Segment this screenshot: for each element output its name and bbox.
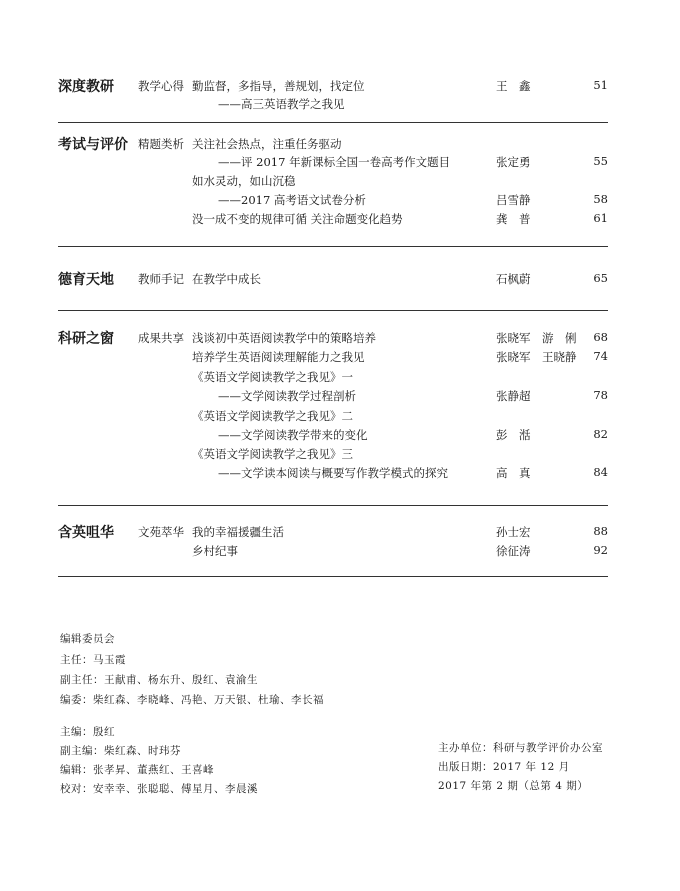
article-title[interactable]: 我的幸福援疆生活 bbox=[192, 525, 284, 539]
article-title[interactable]: 勤监督，多指导，善规划，找定位 bbox=[192, 79, 365, 93]
article-title[interactable]: 没一成不变的规律可循 关注命题变化趋势 bbox=[192, 212, 403, 226]
publication-date: 出版日期：2017 年 12 月 bbox=[438, 761, 570, 773]
article-subtitle[interactable]: ——评 2017 年新课标全国一卷高考作文题目 bbox=[218, 155, 451, 169]
article-author: 张晓军 王晓静 bbox=[496, 350, 577, 364]
section-divider bbox=[58, 122, 608, 123]
article-subtitle[interactable]: ——高三英语教学之我见 bbox=[218, 97, 345, 111]
section-divider bbox=[58, 505, 608, 506]
article-author: 石枫蔚 bbox=[496, 272, 531, 286]
chief-editor: 主编：殷红 bbox=[60, 726, 115, 738]
section-title: 含英咀华 bbox=[58, 525, 114, 541]
section-title: 考试与评价 bbox=[58, 137, 128, 153]
article-author: 张晓军 游 俐 bbox=[496, 331, 577, 345]
section-column: 成果共享 bbox=[138, 331, 184, 345]
article-author: 吕雪静 bbox=[496, 193, 531, 207]
article-author: 徐征涛 bbox=[496, 544, 531, 558]
editors-list: 编辑：张孝昇、董燕红、王喜峰 bbox=[60, 764, 214, 776]
section-divider bbox=[58, 310, 608, 311]
article-title[interactable]: 在教学中成长 bbox=[192, 272, 261, 286]
article-author: 高 真 bbox=[496, 466, 531, 480]
article-title[interactable]: 《英语文学阅读教学之我见》二 bbox=[192, 409, 353, 423]
section-column: 教学心得 bbox=[138, 79, 184, 93]
article-title[interactable]: 培养学生英语阅读理解能力之我见 bbox=[192, 350, 365, 364]
section-title: 深度教研 bbox=[58, 79, 114, 95]
committee-members: 编委：柴红森、李晓峰、冯艳、万天银、杜瑜、李长福 bbox=[60, 694, 324, 706]
page-number: 74 bbox=[593, 349, 608, 363]
section-column: 精题类析 bbox=[138, 137, 184, 151]
section-divider bbox=[58, 246, 608, 247]
issue-info: 2017 年第 2 期（总第 4 期） bbox=[438, 780, 589, 792]
section-column: 文苑萃华 bbox=[138, 525, 184, 539]
page-number: 92 bbox=[593, 543, 608, 557]
section-column: 教师手记 bbox=[138, 272, 184, 286]
article-author: 彭 湉 bbox=[496, 428, 531, 442]
article-subtitle[interactable]: ——文学读本阅读与概要写作教学模式的探究 bbox=[218, 466, 448, 480]
page-number: 51 bbox=[593, 78, 608, 92]
page-number: 58 bbox=[593, 192, 608, 206]
article-author: 龚 普 bbox=[496, 212, 531, 226]
committee-director: 主任：马玉霞 bbox=[60, 654, 126, 666]
article-author: 孙士宏 bbox=[496, 525, 531, 539]
section-title: 德育天地 bbox=[58, 272, 114, 288]
page-number: 78 bbox=[593, 388, 608, 402]
article-author: 张定勇 bbox=[496, 155, 531, 169]
sponsor-info: 主办单位：科研与教学评价办公室 bbox=[438, 742, 603, 754]
article-subtitle[interactable]: ——文学阅读教学过程剖析 bbox=[218, 389, 356, 403]
article-title[interactable]: 关注社会热点，注重任务驱动 bbox=[192, 137, 342, 151]
section-title: 科研之窗 bbox=[58, 331, 114, 347]
page-number: 68 bbox=[593, 330, 608, 344]
page-number: 84 bbox=[593, 465, 608, 479]
article-author: 王 鑫 bbox=[496, 79, 531, 93]
article-subtitle[interactable]: ——2017 高考语文试卷分析 bbox=[218, 193, 366, 207]
page-number: 65 bbox=[593, 271, 608, 285]
article-subtitle[interactable]: ——文学阅读教学带来的变化 bbox=[218, 428, 368, 442]
page-number: 61 bbox=[593, 211, 608, 225]
committee-heading: 编辑委员会 bbox=[60, 633, 115, 645]
page-number: 82 bbox=[593, 427, 608, 441]
committee-deputy-directors: 副主任：王献甫、杨东升、殷红、袁渝生 bbox=[60, 674, 258, 686]
article-title[interactable]: 浅谈初中英语阅读教学中的策略培养 bbox=[192, 331, 376, 345]
page-number: 88 bbox=[593, 524, 608, 538]
section-divider bbox=[58, 576, 608, 577]
page-number: 55 bbox=[593, 154, 608, 168]
article-title[interactable]: 《英语文学阅读教学之我见》三 bbox=[192, 447, 353, 461]
article-title[interactable]: 《英语文学阅读教学之我见》一 bbox=[192, 370, 353, 384]
article-title[interactable]: 如水灵动，如山沉稳 bbox=[192, 174, 296, 188]
deputy-chief-editor: 副主编：柴红森、时玮芬 bbox=[60, 745, 181, 757]
article-author: 张静超 bbox=[496, 389, 531, 403]
article-title[interactable]: 乡村纪事 bbox=[192, 544, 238, 558]
proofreaders-list: 校对：安幸幸、张聪聪、傅星月、李晨溪 bbox=[60, 783, 258, 795]
